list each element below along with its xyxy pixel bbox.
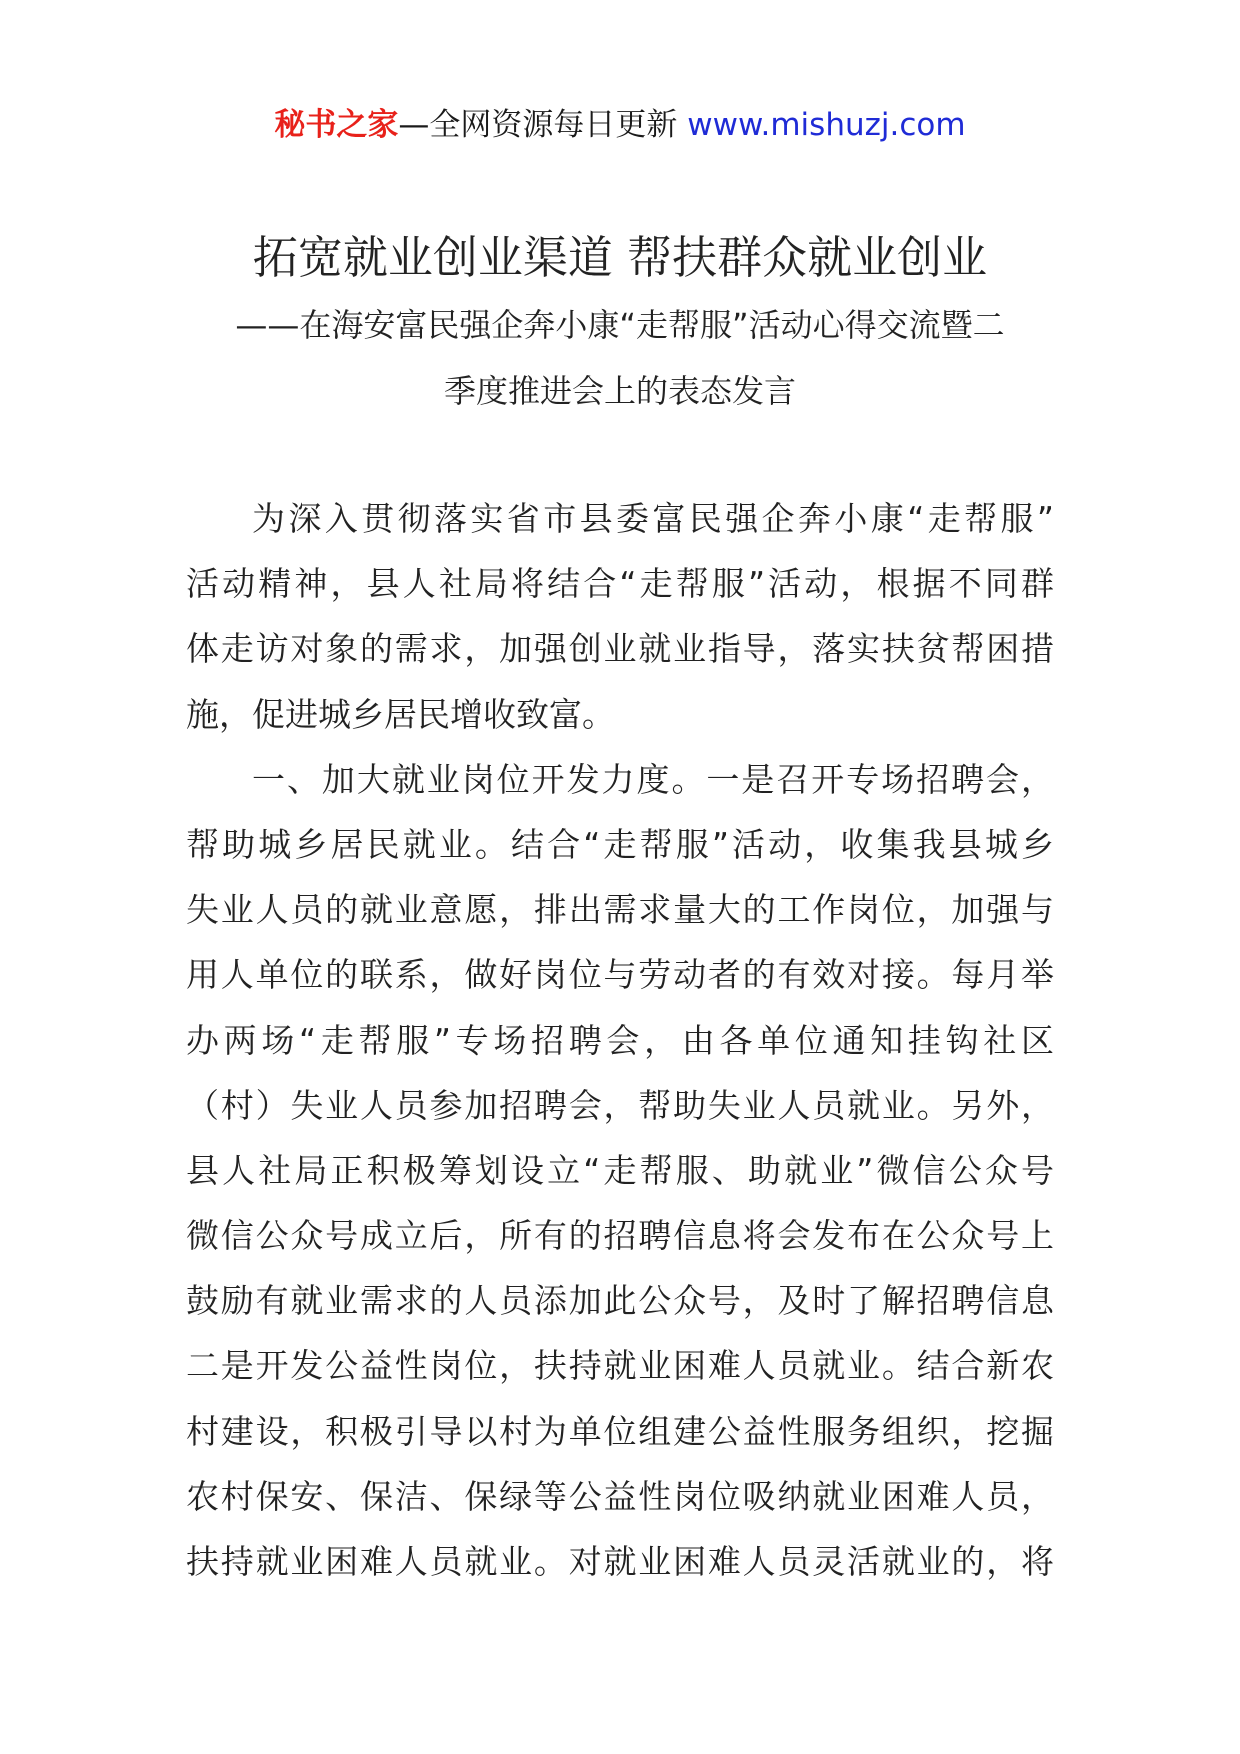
paragraph-line: 办两场“走帮服”专场招聘会，由各单位通知挂钩社区 [186,1020,1054,1060]
paragraph-line: 失业人员的就业意愿，排出需求量大的工作岗位，加强与 [186,890,1054,930]
site-url-link[interactable]: www.mishuzj.com [687,107,966,143]
document-title: 拓宽就业创业渠道 帮扶群众就业创业 [252,231,988,284]
paragraph-line: 农村保安、保洁、保绿等公益性岗位吸纳就业困难人员， [186,1476,1054,1516]
paragraph-line: 帮助城乡居民就业。结合“走帮服”活动，收集我县城乡 [186,824,1054,864]
paragraph-line: 村建设，积极引导以村为单位组建公益性服务组织，挖掘 [186,1411,1054,1451]
paragraph-line: 体走访对象的需求，加强创业就业指导，落实扶贫帮困措 [186,629,1054,669]
subtitle-line: ——在海安富民强企奔小康“走帮服”活动心得交流暨二 [235,306,1005,344]
paragraph-line: 用人单位的联系，做好岗位与劳动者的有效对接。每月举 [186,955,1054,995]
paragraph-line: 扶持就业困难人员就业。对就业困难人员灵活就业的，将 [186,1542,1054,1581]
subtitle-line: 季度推进会上的表态发言 [443,372,796,410]
site-header [0,103,1240,147]
paragraph-line: 为深入贯彻落实省市县委富民强企奔小康“走帮服” [252,499,1054,538]
paragraph-line: 县人社局正积极筹划设立“走帮服、助就业”微信公众号 [186,1150,1054,1190]
paragraph-line: （村）失业人员参加招聘会，帮助失业人员就业。另外， [186,1085,1054,1125]
document-subtitle [186,292,1054,424]
header-tagline: —全网资源每日更新 [398,107,678,143]
paragraph-line: 微信公众号成立后，所有的招聘信息将会发布在公众号上 [186,1216,1054,1256]
document-body [186,486,1054,1594]
paragraph-line: 活动精神，县人社局将结合“走帮服”活动，根据不同群 [186,564,1054,604]
paragraph-line: 二是开发公益性岗位，扶持就业困难人员就业。结合新农 [186,1346,1054,1386]
paragraph-line: 一、加大就业岗位开发力度。一是召开专场招聘会， [252,759,1054,799]
paragraph-line: 施，促进城乡居民增收致富。 [186,694,615,734]
paragraph-line: 鼓励有就业需求的人员添加此公众号，及时了解招聘信息 [186,1281,1054,1321]
brand-name: 秘书之家 [274,107,399,143]
